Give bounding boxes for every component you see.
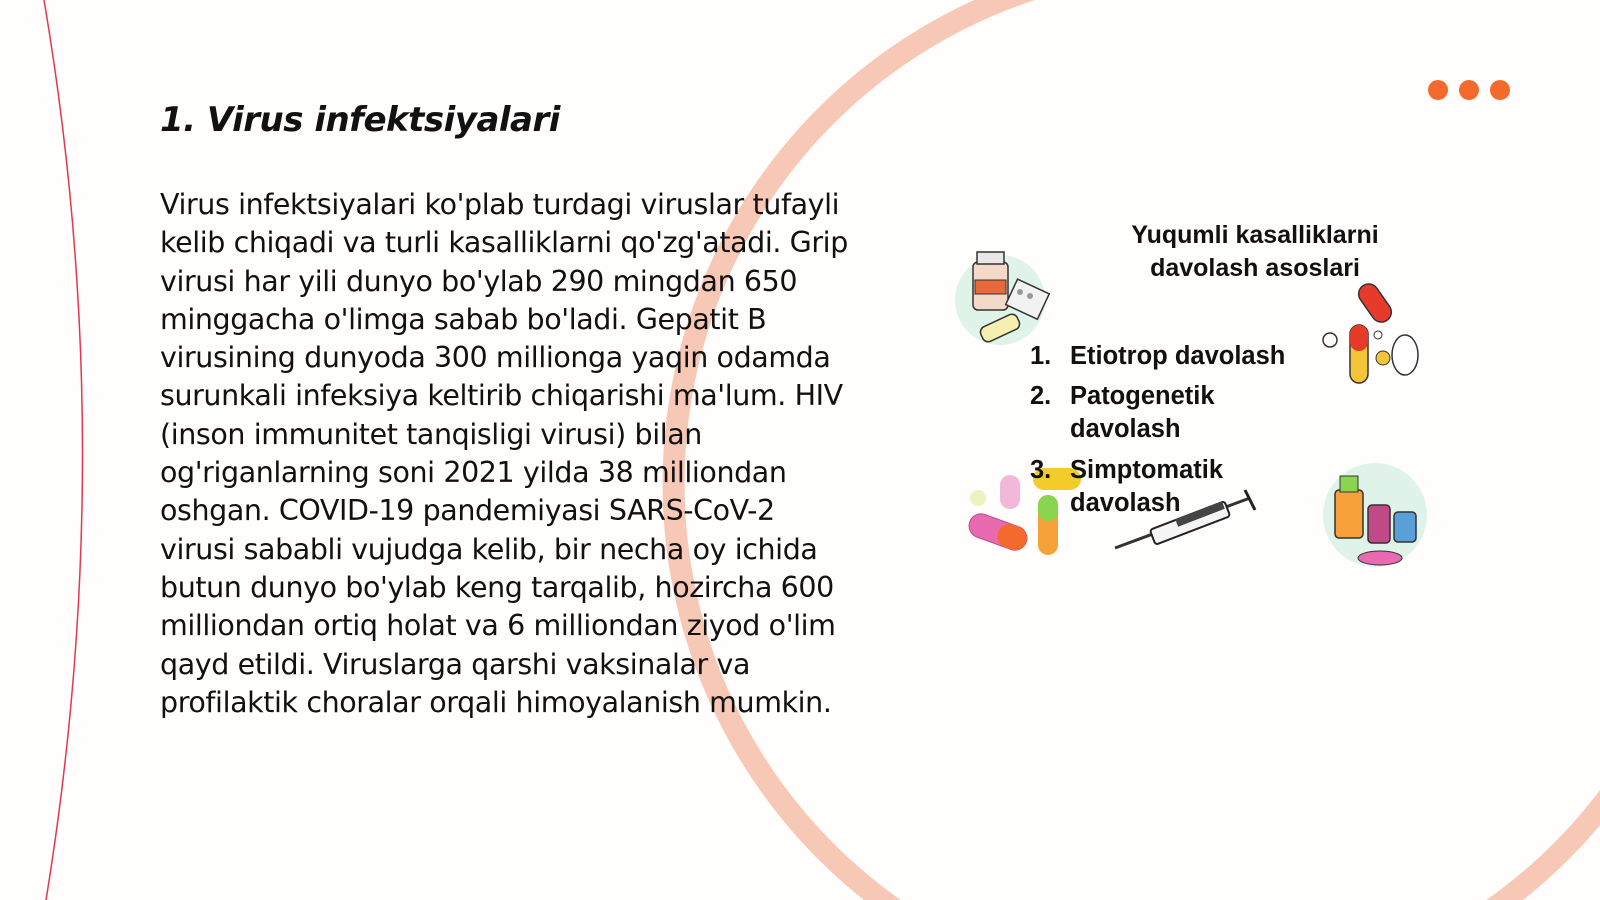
list-number: 1. <box>1030 342 1052 370</box>
treatment-list <box>1030 340 1330 520</box>
slide-title: 1. Virus infektsiyalari <box>160 100 560 140</box>
list-item <box>1030 340 1330 373</box>
list-item <box>1030 454 1330 520</box>
dot <box>1490 80 1510 100</box>
dot <box>1428 80 1448 100</box>
list-number: 3. <box>1030 456 1052 484</box>
medicine-bottles-icon <box>955 252 1049 345</box>
list-label: Etiotrop davolash <box>1070 342 1286 370</box>
list-label: Simptomatik davolash <box>1070 456 1224 517</box>
medicine-kit-icon <box>1323 463 1427 567</box>
dot <box>1459 80 1479 100</box>
illustration-title: Yuqumli kasalliklarni davolash asoslari <box>1131 221 1379 282</box>
capsules-icon <box>1323 280 1418 383</box>
list-item <box>1030 380 1330 446</box>
list-label: Patogenetik davolash <box>1070 382 1215 443</box>
left-accent-line <box>44 0 83 900</box>
more-dots-icon[interactable] <box>1428 80 1510 100</box>
list-number: 2. <box>1030 382 1052 410</box>
slide-body-text: Virus infektsiyalari ko'plab turdagi viruslar tufayli kelib chiqadi va turli kasalliklarni qo'zg'atadi. Grip virusi har yili dunyo bo'ylab 290 mingdan 650 minggacha o'limga sabab bo'ladi. Gepatit B virusining dunyoda 300 millionga yaqin odamda surunkali infeksiya keltirib chiqarishi ma'lum. HIV (inson immunitet tanqisligi virusi) bilan og'riganlarning soni 2021 yilda 38 milliondan oshgan. COVID-19 pandemiyasi SARS-CoV-2 virusi sababli vujudga kelib, bir necha oy ichida butun dunyo bo'ylab keng tarqalib, hozircha 600 milliondan ortiq holat va 6 milliondan ziyod o'lim qayd etildi. Viruslarga qarshi vaksinalar va profilaktik choralar orqali himoyalanish mumkin. <box>160 188 848 719</box>
